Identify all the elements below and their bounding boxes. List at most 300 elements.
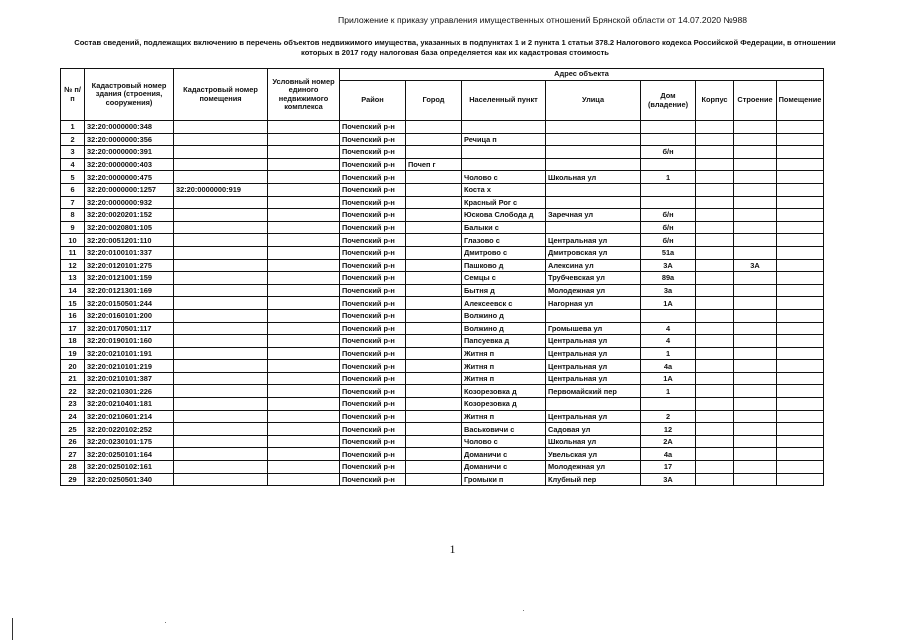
col-header-house: Дом (владение) <box>641 81 696 121</box>
cell-house: 1А <box>641 372 696 385</box>
property-table <box>60 68 824 486</box>
cell-complex-number <box>268 284 340 297</box>
cell-district: Почепский р-н <box>340 322 406 335</box>
cell-street: Центральная ул <box>546 410 641 423</box>
cell-pomeshchenie <box>777 372 824 385</box>
cell-num: 25 <box>61 423 85 436</box>
cell-building-cadastral: 32:20:0000000:932 <box>85 196 174 209</box>
cell-building-cadastral: 32:20:0190101:160 <box>85 335 174 348</box>
col-header-street: Улица <box>546 81 641 121</box>
cell-district: Почепский р-н <box>340 372 406 385</box>
cell-room-cadastral <box>174 246 268 259</box>
cell-pomeshchenie <box>777 335 824 348</box>
cell-room-cadastral <box>174 410 268 423</box>
cell-stroenie <box>734 398 777 411</box>
cell-city <box>406 322 462 335</box>
cell-korpus <box>696 448 734 461</box>
cell-stroenie <box>734 133 777 146</box>
table-row <box>61 297 824 310</box>
cell-stroenie <box>734 158 777 171</box>
cell-city <box>406 385 462 398</box>
cell-building-cadastral: 32:20:0020801:105 <box>85 221 174 234</box>
cell-korpus <box>696 259 734 272</box>
cell-stroenie <box>734 322 777 335</box>
table-row <box>61 272 824 285</box>
cell-pomeshchenie <box>777 146 824 159</box>
cell-pomeshchenie <box>777 360 824 373</box>
cell-building-cadastral: 32:20:0210601:214 <box>85 410 174 423</box>
cell-house: 4а <box>641 448 696 461</box>
cell-num: 26 <box>61 435 85 448</box>
cell-stroenie <box>734 171 777 184</box>
cell-street: Дмитровская ул <box>546 246 641 259</box>
col-header-korpus: Корпус <box>696 81 734 121</box>
cell-house: 1 <box>641 171 696 184</box>
cell-building-cadastral: 32:20:0120101:275 <box>85 259 174 272</box>
cell-city <box>406 398 462 411</box>
table-row <box>61 398 824 411</box>
table-row <box>61 196 824 209</box>
cell-city <box>406 448 462 461</box>
cell-korpus <box>696 322 734 335</box>
cell-num: 21 <box>61 372 85 385</box>
cell-street: Центральная ул <box>546 234 641 247</box>
cell-city <box>406 360 462 373</box>
cell-room-cadastral <box>174 398 268 411</box>
cell-settlement: Доманичи с <box>462 461 546 474</box>
cell-city <box>406 435 462 448</box>
cell-korpus <box>696 347 734 360</box>
cell-stroenie <box>734 461 777 474</box>
cell-building-cadastral: 32:20:0210101:219 <box>85 360 174 373</box>
cell-num: 20 <box>61 360 85 373</box>
cell-street: Громышева ул <box>546 322 641 335</box>
cell-room-cadastral <box>174 272 268 285</box>
table-row <box>61 221 824 234</box>
cell-complex-number <box>268 259 340 272</box>
cell-complex-number <box>268 448 340 461</box>
cell-house: 1 <box>641 347 696 360</box>
cell-num: 7 <box>61 196 85 209</box>
cell-complex-number <box>268 209 340 222</box>
cell-building-cadastral: 32:20:0250101:164 <box>85 448 174 461</box>
table-row <box>61 246 824 259</box>
cell-building-cadastral: 32:20:0051201:110 <box>85 234 174 247</box>
cell-district: Почепский р-н <box>340 473 406 486</box>
cell-korpus <box>696 360 734 373</box>
cell-district: Почепский р-н <box>340 234 406 247</box>
cell-building-cadastral: 32:20:0250102:161 <box>85 461 174 474</box>
cell-district: Почепский р-н <box>340 196 406 209</box>
cell-korpus <box>696 146 734 159</box>
cell-house: 1А <box>641 297 696 310</box>
cell-pomeshchenie <box>777 385 824 398</box>
cell-settlement: Козорезовка д <box>462 398 546 411</box>
cell-pomeshchenie <box>777 284 824 297</box>
col-header-settlement: Населенный пункт <box>462 81 546 121</box>
cell-building-cadastral: 32:20:0000000:1257 <box>85 183 174 196</box>
cell-korpus <box>696 246 734 259</box>
cell-room-cadastral <box>174 121 268 134</box>
cell-building-cadastral: 32:20:0170501:117 <box>85 322 174 335</box>
cell-house: 3А <box>641 473 696 486</box>
cell-settlement: Семцы с <box>462 272 546 285</box>
cell-district: Почепский р-н <box>340 347 406 360</box>
cell-room-cadastral <box>174 360 268 373</box>
table-row <box>61 448 824 461</box>
cell-room-cadastral <box>174 435 268 448</box>
cell-house <box>641 196 696 209</box>
cell-district: Почепский р-н <box>340 297 406 310</box>
cell-street: Садовая ул <box>546 423 641 436</box>
cell-num: 10 <box>61 234 85 247</box>
cell-house: б/н <box>641 209 696 222</box>
cell-pomeshchenie <box>777 435 824 448</box>
cell-stroenie <box>734 297 777 310</box>
cell-city <box>406 272 462 285</box>
cell-street <box>546 309 641 322</box>
cell-pomeshchenie <box>777 461 824 474</box>
table-row <box>61 121 824 134</box>
cell-district: Почепский р-н <box>340 335 406 348</box>
cell-house: 4а <box>641 360 696 373</box>
cell-korpus <box>696 284 734 297</box>
table-row <box>61 309 824 322</box>
cell-street: Молодежная ул <box>546 461 641 474</box>
cell-settlement: Житня п <box>462 410 546 423</box>
cell-pomeshchenie <box>777 121 824 134</box>
cell-district: Почепский р-н <box>340 259 406 272</box>
cell-pomeshchenie <box>777 171 824 184</box>
cell-pomeshchenie <box>777 183 824 196</box>
cell-building-cadastral: 32:20:0121001:159 <box>85 272 174 285</box>
cell-house: б/н <box>641 146 696 159</box>
cell-room-cadastral <box>174 196 268 209</box>
cell-city <box>406 196 462 209</box>
table-body <box>61 121 824 486</box>
cell-street: Центральная ул <box>546 347 641 360</box>
cell-room-cadastral <box>174 158 268 171</box>
cell-complex-number <box>268 272 340 285</box>
cell-room-cadastral <box>174 221 268 234</box>
cell-stroenie <box>734 246 777 259</box>
cell-korpus <box>696 183 734 196</box>
col-header-room-cadastral: Кадастровый номер помещения <box>174 69 268 121</box>
cell-korpus <box>696 461 734 474</box>
cell-settlement: Волжино д <box>462 322 546 335</box>
cell-street: Первомайский пер <box>546 385 641 398</box>
cell-num: 12 <box>61 259 85 272</box>
cell-stroenie <box>734 360 777 373</box>
cell-house: 2А <box>641 435 696 448</box>
cell-district: Почепский р-н <box>340 221 406 234</box>
cell-house: 1 <box>641 385 696 398</box>
cell-korpus <box>696 297 734 310</box>
cell-settlement: Речица п <box>462 133 546 146</box>
cell-street: Центральная ул <box>546 372 641 385</box>
cell-pomeshchenie <box>777 133 824 146</box>
table-row <box>61 234 824 247</box>
cell-street: Клубный пер <box>546 473 641 486</box>
cell-district: Почепский р-н <box>340 183 406 196</box>
col-header-complex-number: Условный номер единого недвижимого комплекса <box>268 69 340 121</box>
cell-stroenie <box>734 183 777 196</box>
cell-room-cadastral <box>174 297 268 310</box>
cell-num: 8 <box>61 209 85 222</box>
cell-district: Почепский р-н <box>340 309 406 322</box>
cell-city <box>406 335 462 348</box>
cell-num: 5 <box>61 171 85 184</box>
cell-room-cadastral <box>174 335 268 348</box>
cell-city <box>406 183 462 196</box>
cell-room-cadastral <box>174 309 268 322</box>
table-row <box>61 347 824 360</box>
cell-korpus <box>696 423 734 436</box>
cell-street: Увельская ул <box>546 448 641 461</box>
cell-district: Почепский р-н <box>340 435 406 448</box>
cell-street: Молодежная ул <box>546 284 641 297</box>
cell-house <box>641 158 696 171</box>
table-row <box>61 158 824 171</box>
cell-house: 12 <box>641 423 696 436</box>
cell-room-cadastral <box>174 209 268 222</box>
cell-num: 16 <box>61 309 85 322</box>
cell-settlement: Волжино д <box>462 309 546 322</box>
cell-korpus <box>696 410 734 423</box>
table-row <box>61 322 824 335</box>
cell-building-cadastral: 32:20:0000000:475 <box>85 171 174 184</box>
cell-settlement: Житня п <box>462 360 546 373</box>
cell-num: 22 <box>61 385 85 398</box>
cell-settlement: Папсуевка д <box>462 335 546 348</box>
cell-city <box>406 410 462 423</box>
cell-num: 1 <box>61 121 85 134</box>
cell-room-cadastral <box>174 259 268 272</box>
cell-settlement: Громыки п <box>462 473 546 486</box>
cell-num: 23 <box>61 398 85 411</box>
cell-house: б/н <box>641 234 696 247</box>
cell-street: Школьная ул <box>546 171 641 184</box>
page-number: 1 <box>449 542 456 556</box>
cell-stroenie <box>734 146 777 159</box>
cell-street: Трубчевская ул <box>546 272 641 285</box>
cell-room-cadastral: 32:20:0000000:919 <box>174 183 268 196</box>
cell-stroenie <box>734 209 777 222</box>
cell-street <box>546 183 641 196</box>
cell-building-cadastral: 32:20:0210301:226 <box>85 385 174 398</box>
scan-edge-mark <box>12 618 13 640</box>
cell-city <box>406 246 462 259</box>
cell-pomeshchenie <box>777 246 824 259</box>
cell-korpus <box>696 335 734 348</box>
table-row <box>61 372 824 385</box>
cell-complex-number <box>268 322 340 335</box>
cell-stroenie <box>734 410 777 423</box>
cell-street <box>546 133 641 146</box>
cell-settlement: Васьковичи с <box>462 423 546 436</box>
cell-street: Нагорная ул <box>546 297 641 310</box>
table-row <box>61 146 824 159</box>
cell-num: 3 <box>61 146 85 159</box>
cell-building-cadastral: 32:20:0160101:200 <box>85 309 174 322</box>
cell-complex-number <box>268 183 340 196</box>
cell-room-cadastral <box>174 171 268 184</box>
cell-city <box>406 221 462 234</box>
cell-stroenie <box>734 372 777 385</box>
cell-korpus <box>696 209 734 222</box>
cell-city <box>406 309 462 322</box>
cell-street <box>546 121 641 134</box>
cell-korpus <box>696 121 734 134</box>
cell-num: 14 <box>61 284 85 297</box>
cell-city <box>406 146 462 159</box>
cell-house: 3а <box>641 284 696 297</box>
cell-pomeshchenie <box>777 398 824 411</box>
cell-city <box>406 284 462 297</box>
cell-building-cadastral: 32:20:0220102:252 <box>85 423 174 436</box>
cell-settlement: Дмитрово с <box>462 246 546 259</box>
cell-house: 17 <box>641 461 696 474</box>
cell-num: 29 <box>61 473 85 486</box>
cell-city <box>406 121 462 134</box>
cell-korpus <box>696 133 734 146</box>
cell-stroenie <box>734 385 777 398</box>
cell-complex-number <box>268 121 340 134</box>
cell-stroenie <box>734 284 777 297</box>
cell-num: 4 <box>61 158 85 171</box>
cell-korpus <box>696 309 734 322</box>
cell-city <box>406 372 462 385</box>
cell-settlement: Бытня д <box>462 284 546 297</box>
cell-stroenie: 3А <box>734 259 777 272</box>
table-row <box>61 461 824 474</box>
cell-settlement: Доманичи с <box>462 448 546 461</box>
cell-stroenie <box>734 347 777 360</box>
cell-pomeshchenie <box>777 196 824 209</box>
cell-building-cadastral: 32:20:0250501:340 <box>85 473 174 486</box>
cell-complex-number <box>268 171 340 184</box>
cell-pomeshchenie <box>777 221 824 234</box>
cell-room-cadastral <box>174 385 268 398</box>
cell-korpus <box>696 171 734 184</box>
cell-num: 28 <box>61 461 85 474</box>
cell-house <box>641 309 696 322</box>
table-row <box>61 133 824 146</box>
cell-complex-number <box>268 146 340 159</box>
cell-korpus <box>696 158 734 171</box>
cell-pomeshchenie <box>777 322 824 335</box>
cell-street <box>546 158 641 171</box>
cell-pomeshchenie <box>777 410 824 423</box>
table-row <box>61 284 824 297</box>
cell-settlement: Красный Рог с <box>462 196 546 209</box>
cell-room-cadastral <box>174 347 268 360</box>
col-header-stroenie: Строение <box>734 81 777 121</box>
cell-street <box>546 196 641 209</box>
table-row <box>61 410 824 423</box>
cell-settlement: Чолово с <box>462 171 546 184</box>
cell-building-cadastral: 32:20:0150501:244 <box>85 297 174 310</box>
cell-building-cadastral: 32:20:0121301:169 <box>85 284 174 297</box>
cell-complex-number <box>268 234 340 247</box>
cell-stroenie <box>734 221 777 234</box>
col-header-district: Район <box>340 81 406 121</box>
cell-city <box>406 133 462 146</box>
cell-room-cadastral <box>174 234 268 247</box>
scan-dust <box>165 622 166 623</box>
cell-street <box>546 398 641 411</box>
cell-building-cadastral: 32:20:0100101:337 <box>85 246 174 259</box>
cell-korpus <box>696 435 734 448</box>
cell-city: Почеп г <box>406 158 462 171</box>
cell-num: 27 <box>61 448 85 461</box>
cell-room-cadastral <box>174 146 268 159</box>
cell-district: Почепский р-н <box>340 133 406 146</box>
table-row <box>61 183 824 196</box>
cell-building-cadastral: 32:20:0210401:181 <box>85 398 174 411</box>
cell-complex-number <box>268 221 340 234</box>
cell-settlement <box>462 158 546 171</box>
cell-district: Почепский р-н <box>340 284 406 297</box>
cell-complex-number <box>268 360 340 373</box>
cell-pomeshchenie <box>777 473 824 486</box>
cell-city <box>406 461 462 474</box>
cell-building-cadastral: 32:20:0210101:191 <box>85 347 174 360</box>
cell-street: Школьная ул <box>546 435 641 448</box>
cell-street: Центральная ул <box>546 360 641 373</box>
document-title: Состав сведений, подлежащих включению в перечень объектов недвижимого имущества, указанных в подпунктах 1 и 2 пункта 1 статьи 378.2 Налогового кодекса Российской Федерации, в отношении которых в 2017 году налоговая база определяется как их кадастровая стоимость <box>74 38 836 57</box>
cell-pomeshchenie <box>777 448 824 461</box>
cell-district: Почепский р-н <box>340 272 406 285</box>
cell-complex-number <box>268 372 340 385</box>
cell-street <box>546 221 641 234</box>
cell-district: Почепский р-н <box>340 246 406 259</box>
cell-stroenie <box>734 335 777 348</box>
order-reference: Приложение к приказу управления имущественных отношений Брянской области от 14.07.2020 №988 <box>338 15 747 25</box>
cell-korpus <box>696 473 734 486</box>
cell-room-cadastral <box>174 448 268 461</box>
cell-building-cadastral: 32:20:0230101:175 <box>85 435 174 448</box>
table-row <box>61 171 824 184</box>
cell-pomeshchenie <box>777 259 824 272</box>
cell-num: 15 <box>61 297 85 310</box>
cell-room-cadastral <box>174 461 268 474</box>
cell-building-cadastral: 32:20:0000000:356 <box>85 133 174 146</box>
cell-city <box>406 473 462 486</box>
cell-complex-number <box>268 398 340 411</box>
cell-room-cadastral <box>174 133 268 146</box>
cell-building-cadastral: 32:20:0000000:403 <box>85 158 174 171</box>
cell-settlement: Глазово с <box>462 234 546 247</box>
cell-city <box>406 171 462 184</box>
cell-district: Почепский р-н <box>340 158 406 171</box>
cell-street <box>546 146 641 159</box>
cell-street: Центральная ул <box>546 335 641 348</box>
cell-settlement: Алексеевск с <box>462 297 546 310</box>
cell-district: Почепский р-н <box>340 461 406 474</box>
cell-district: Почепский р-н <box>340 423 406 436</box>
cell-complex-number <box>268 246 340 259</box>
cell-settlement: Балыки с <box>462 221 546 234</box>
cell-complex-number <box>268 385 340 398</box>
cell-pomeshchenie <box>777 234 824 247</box>
col-header-building-cadastral: Кадастровый номер здания (строения, сооружения) <box>85 69 174 121</box>
cell-num: 11 <box>61 246 85 259</box>
cell-city <box>406 297 462 310</box>
cell-room-cadastral <box>174 284 268 297</box>
cell-settlement: Юскова Слобода д <box>462 209 546 222</box>
cell-stroenie <box>734 423 777 436</box>
